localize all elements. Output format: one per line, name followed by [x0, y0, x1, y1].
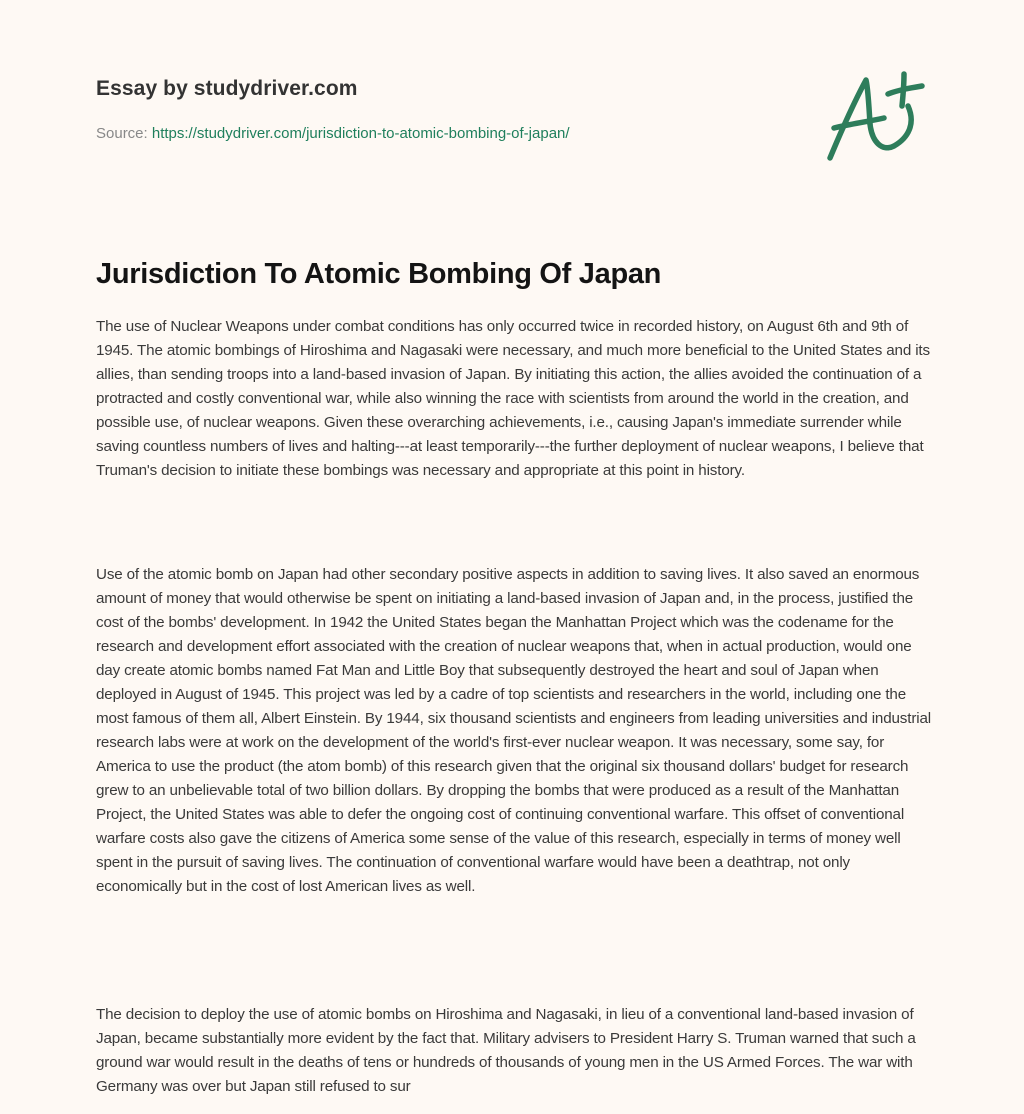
essay-paragraph-3: The decision to deploy the use of atomic bombs on Hiroshima and Nagasaki, in lieu of a conventional land-based invasion of Japan, became substantially more evident by the fact that. Military advisers to President Harry S. Truman warned that such a ground war would result in the deaths of tens or hundreds of thousands of young men in the US Armed Forces. The war with Germany was over but Japan still refused to sur [96, 1006, 916, 1095]
essay-paragraph-1: The use of Nuclear Weapons under combat conditions has only occurred twice in recorded history, on August 6th and 9th of 1945. The atomic bombings of Hiroshima and Nagasaki were necessary, and much more beneficial to the United States and its allies, than sending troops into a land-based invasion of Japan. By initiating this action, the allies avoided the continuation of a protracted and costly conventional war, while also winning the race with scientists from around the world in the creation, and possible use, of nuclear weapons. Given these overarching achievements, i.e., causing Japan's immediate surrender while saving countless numbers of lives and halting---at least temporarily---the further deployment of nuclear weapons, I believe that Truman's decision to initiate these bombings was necessary and appropriate at this point in history. [96, 318, 930, 479]
brand-title: Essay by studydriver.com [96, 77, 358, 100]
page-header [96, 74, 796, 142]
source-line [96, 124, 570, 144]
document-title: Jurisdiction To Atomic Bombing Of Japan [96, 258, 662, 290]
essay-paragraph-2: Use of the atomic bomb on Japan had other secondary positive aspects in addition to saving lives. It also saved an enormous amount of money that would otherwise be spent on initiating a land-based invasion of Japan and, in the process, justified the cost of the bombs' development. In 1942 the United States began the Manhattan Project which was the codename for the research and development effort associated with the creation of nuclear weapons that, when in actual production, would one day create atomic bombs named Fat Man and Little Boy that subsequently destroyed the heart and soul of Japan when deployed in August of 1945. This project was led by a cadre of top scientists and researchers in the world, including one the most famous of them all, Albert Einstein. By 1944, six thousand scientists and engineers from leading universities and industrial research labs were at work on the development of the world's first-ever nuclear weapon. It was necessary, some say, for America to use the product (the atom bomb) of this research given that the original six thousand dollars' budget for research grew to an unbelievable total of two billion dollars. By dropping the bombs that were produced as a result of the Manhattan Project, the United States was able to defer the ongoing cost of continuing conventional warfare. This offset of conventional warfare costs also gave the citizens of America some sense of the value of this research, especially in terms of money well spent in the pursuit of saving lives. The continuation of conventional warfare would have been a deathtrap, not only economically but in the cost of lost American lives as well. [96, 566, 931, 895]
source-link[interactable]: https://studydriver.com/jurisdiction-to-atomic-bombing-of-japan/ [151, 125, 570, 142]
source-label: Source: [96, 125, 152, 142]
a-plus-logo-icon [822, 66, 928, 166]
